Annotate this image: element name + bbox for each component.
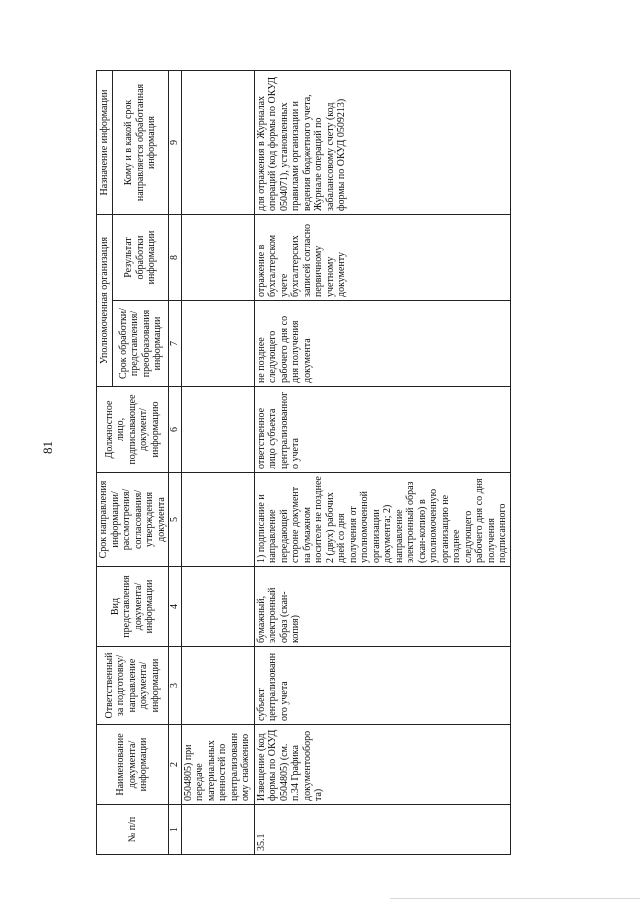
header-responsible: Ответственный за подготовку/ направление документа/ информации: [97, 647, 169, 725]
page-number: 81: [40, 441, 55, 454]
header-name: Наименование документа/ информации: [97, 725, 169, 805]
column-number-row: [169, 70, 182, 854]
table-row: [181, 70, 254, 854]
cell-deadline: [181, 473, 254, 567]
cell-result: [181, 214, 254, 300]
rotated-table-container: [96, 71, 606, 855]
cell-name: Извещение (код формы по ОКУД 0504805) (см. п.34 Графика документооборота): [254, 725, 510, 805]
column-number: 4: [169, 567, 182, 647]
header-group-organization: Уполномоченная организация: [97, 214, 113, 386]
header-result: Результат обработки информации: [113, 214, 169, 300]
cell-org-deadline: [181, 301, 254, 387]
column-number: 8: [169, 214, 182, 300]
header-org-deadline: Срок обработки/ представления/ преобразования информации: [113, 301, 169, 387]
column-number: 6: [169, 387, 182, 473]
column-number: 2: [169, 725, 182, 805]
cell-deadline: 1) подписание и направление передающей стороне документ на бумажном носителе не позднее 2 (двух) рабочих дней со дня получения от уполномоченной организации документа; 2) направление электронный образ (скан-копию) в уполномоченную организацию не позднее следующего рабочего дня со дня получения подписанного: [254, 473, 510, 567]
header-deadline: Срок направления информации/ рассмотрения/ согласования/ утверждения документа: [97, 473, 169, 567]
header-num: № п/п: [97, 805, 169, 855]
cell-form: [181, 567, 254, 647]
column-number: 3: [169, 647, 182, 725]
cell-responsible: субъект централизованного учета: [254, 647, 510, 725]
table-row: [254, 70, 510, 854]
column-number: 1: [169, 805, 182, 855]
scan-edge-line: [390, 898, 640, 899]
header-row-1: [97, 70, 113, 854]
header-destination: Кому и в какой срок направляется обработанная информация: [113, 70, 169, 214]
document-flow-table: [96, 70, 511, 855]
cell-num: [181, 805, 254, 855]
cell-name: 0504805) при передаче материальных ценностей по централизованному снабжению: [181, 725, 254, 805]
column-number: 7: [169, 301, 182, 387]
cell-result: отражение в бухгалтерском учете бухгалтерских записей согласно первичному учетному документу: [254, 214, 510, 300]
cell-num: 35.1: [254, 805, 510, 855]
cell-official: [181, 387, 254, 473]
column-number: 9: [169, 70, 182, 214]
cell-form: бумажный, электронный образ (скан-копия): [254, 567, 510, 647]
column-number: 5: [169, 473, 182, 567]
cell-destination: [181, 70, 254, 214]
cell-destination: для отражения в Журналах операций (код формы по ОКУД 0504071), установленных правилами организации и ведения бюджетного учета, Журнале операций по забалансовому счету (код формы по ОКУД 0509213): [254, 70, 510, 214]
cell-official: ответственное лицо субъекта централизованного учета: [254, 387, 510, 473]
header-group-destination: Назначение информации: [97, 70, 113, 214]
header-form: Вид представления документа/ информации: [97, 567, 169, 647]
cell-responsible: [181, 647, 254, 725]
header-official: Должностное лицо, подписывающее документ/ информацию: [97, 387, 169, 473]
cell-org-deadline: не позднее следующего рабочего дня со дня получения документа: [254, 301, 510, 387]
